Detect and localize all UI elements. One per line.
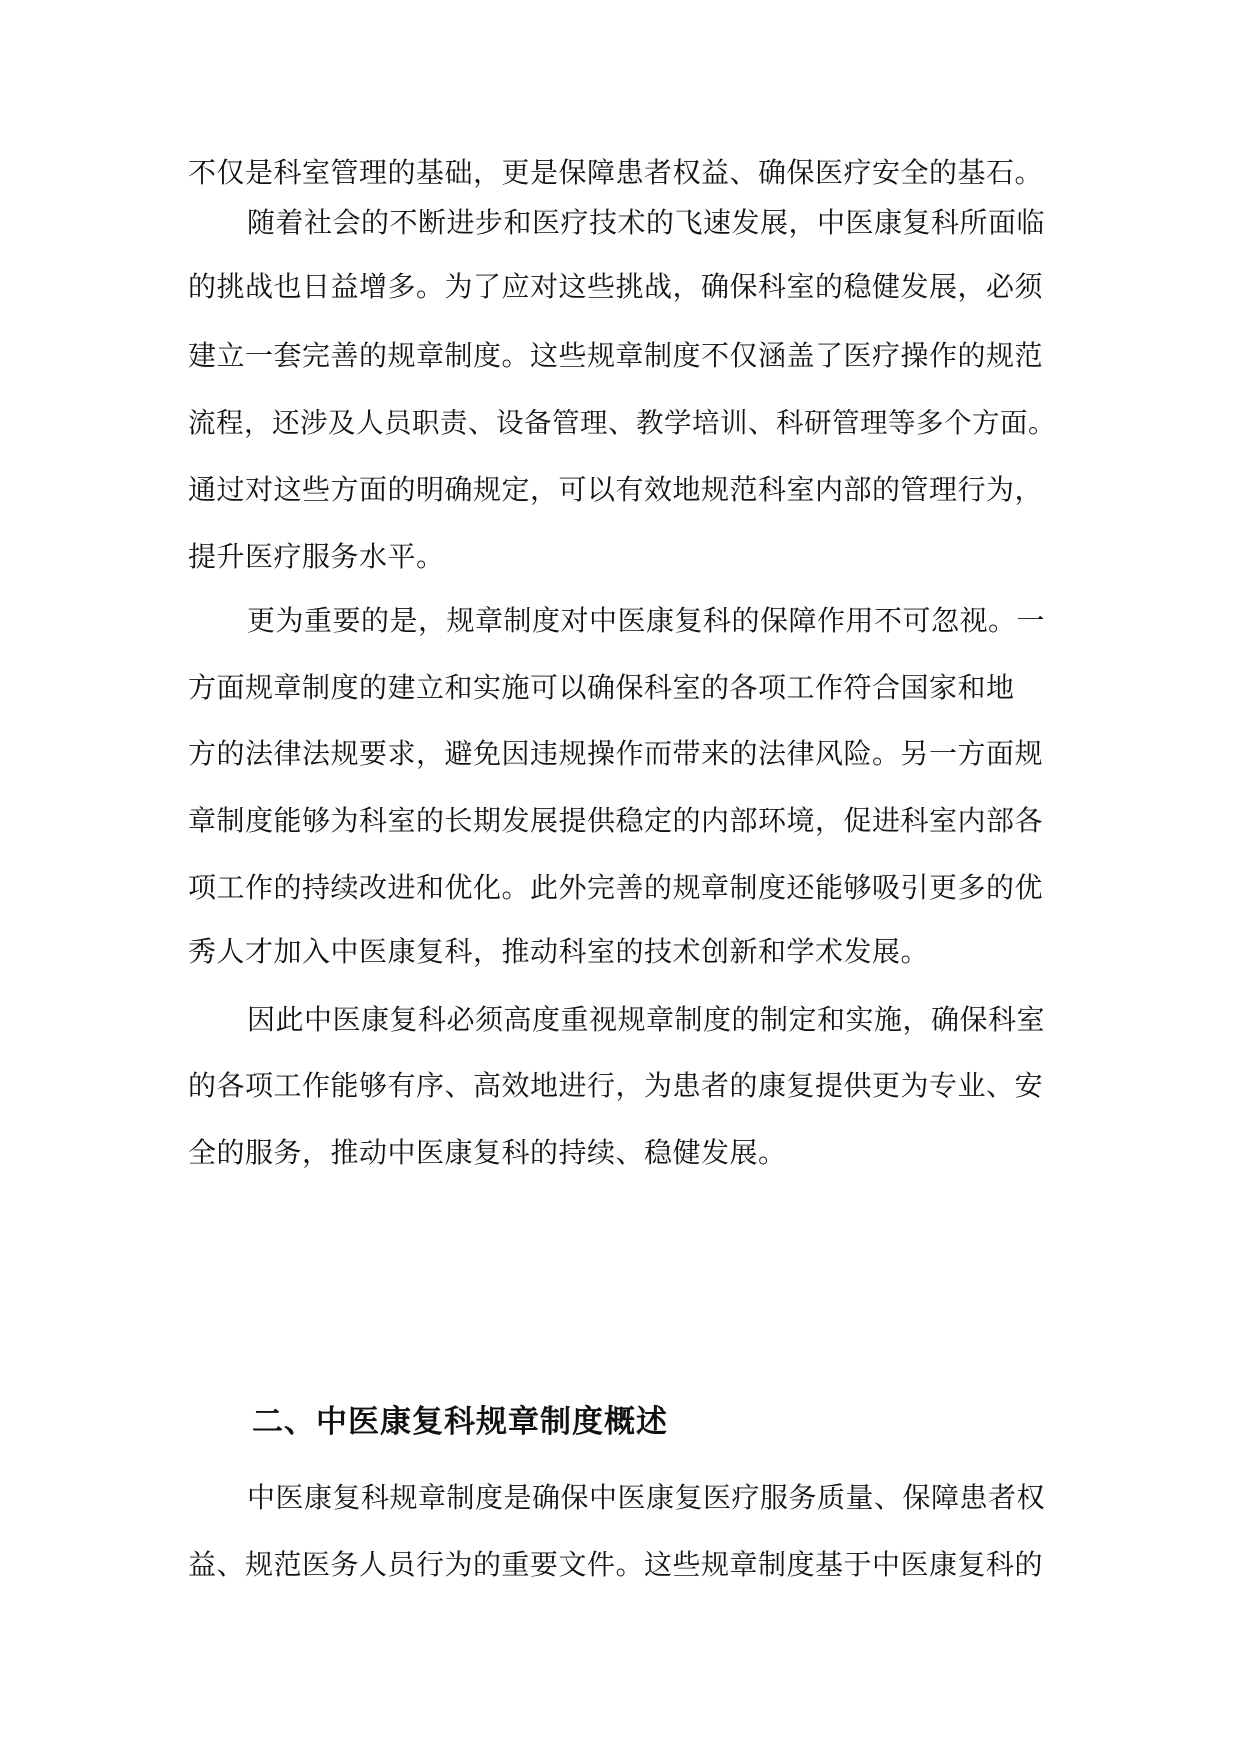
- text-line: 秀人才加入中医康复科，推动科室的技术创新和学术发展。: [188, 935, 930, 968]
- text-line: 因此中医康复科必须高度重视规章制度的制定和实施，确保科室: [247, 1003, 1046, 1036]
- text-line: 建立一套完善的规章制度。这些规章制度不仅涵盖了医疗操作的规范: [188, 339, 1044, 372]
- text-line: 益、规范医务人员行为的重要文件。这些规章制度基于中医康复科的: [188, 1548, 1044, 1581]
- text-line: 提升医疗服务水平。: [188, 540, 445, 573]
- text-line: 章制度能够为科室的长期发展提供稳定的内部环境，促进科室内部各: [188, 804, 1044, 837]
- section-heading: 二、中医康复科规章制度概述: [252, 1404, 668, 1440]
- text-line: 项工作的持续改进和优化。此外完善的规章制度还能够吸引更多的优: [188, 871, 1044, 904]
- text-line: 的挑战也日益增多。为了应对这些挑战，确保科室的稳健发展，必须: [188, 270, 1044, 303]
- text-line: 不仅是科室管理的基础，更是保障患者权益、确保医疗安全的基石。: [188, 156, 1044, 189]
- text-line: 流程，还涉及人员职责、设备管理、教学培训、科研管理等多个方面。: [188, 407, 1056, 439]
- text-line: 全的服务，推动中医康复科的持续、稳健发展。: [188, 1136, 787, 1169]
- text-line: 更为重要的是，规章制度对中医康复科的保障作用不可忽视。一: [247, 604, 1046, 637]
- text-line: 随着社会的不断进步和医疗技术的飞速发展，中医康复科所面临: [247, 206, 1046, 239]
- text-line: 方的法律法规要求，避免因违规操作而带来的法律风险。另一方面规: [188, 737, 1044, 770]
- text-line: 方面规章制度的建立和实施可以确保科室的各项工作符合国家和地: [188, 671, 1015, 704]
- text-line: 的各项工作能够有序、高效地进行，为患者的康复提供更为专业、安: [188, 1069, 1044, 1102]
- text-line: 中医康复科规章制度是确保中医康复医疗服务质量、保障患者权: [247, 1481, 1046, 1514]
- text-line: 通过对这些方面的明确规定，可以有效地规范科室内部的管理行为，: [188, 473, 1044, 506]
